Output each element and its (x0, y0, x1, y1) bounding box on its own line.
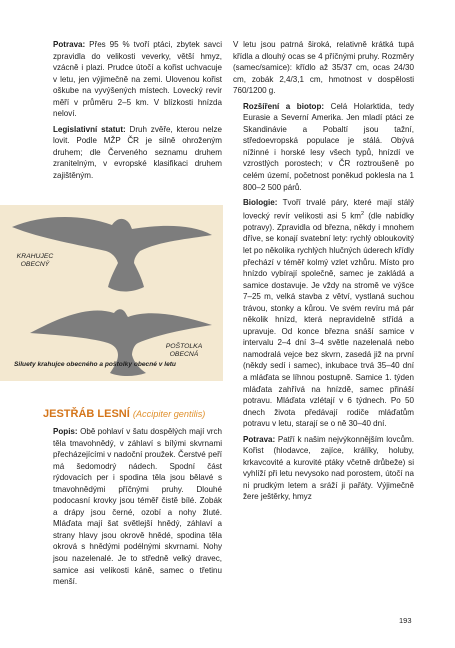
description-paragraph (43, 426, 222, 588)
left-column-bottom (43, 426, 222, 592)
food-paragraph (43, 39, 222, 120)
distribution-paragraph (233, 101, 414, 193)
superscript-two: 2 (360, 210, 365, 217)
biology-text-start: Tvoří trvalé páry, které mají stálý lovecký revír velikosti asi 5 km (243, 198, 414, 221)
food-text-right: Patří k našim nejvýkonnějším lovcům. Kořist (hlodavce, zajíce, králíky, holuby, krkavcovité a kurovité ptáky včetně drůbeže) si vyhlíží při letu nevysoko nad porostem, útočí na ni prudkým letem a sráží ji pařáty. Výjimečně žere ještěrky, hmyz (243, 434, 414, 502)
description-label: Popis: (53, 427, 78, 436)
biology-text-rest: (dle nabídky potravy). Zpravidla od března, někdy i mnohem dříve, se konají svatební lety: rychlý obloukovitý let po několika rychlých hlučných úderech křídly přechází v téměř kolmý vzlet vzhůru. Místo pro hnízdo vybírají společně, samec je zakládá a samice dostavuje. Je vždy na stromě ve výšce 7–25 m, velká stavba z větví, vystlaná suchou trávou, stonky a kůrou. Ve svém revíru má pár několik hnízd, která nepravidelně střídá a upravuje. Od konce března snáší samice v intervalu 2–4 dní 3–4 světle nazelenalá nebo namodralá vejce bez skvrn, zasedá již na první (někdy sedí i samec), inkubace trvá 35–40 dní a mláďata se líhnou postupně. Samice 1. týden mláďata zahřívá na hnízdě, samec přináší potravu. Mláďata vzlétají v 6 týdnech. Po 50 dnech života předávají rodiče mláďatům potravu v letu, starají se o ně 30–40 dní. (243, 211, 415, 429)
food-label-right: Potrava: (243, 434, 276, 444)
right-column (233, 39, 414, 507)
page-number: 193 (399, 616, 412, 625)
distribution-text: Celá Holarktida, tedy Eurasie a Severní Amerika. Jen mladí ptáci ze Skandinávie a Pobaltí jsou tažní, středoevropská populace je stálá. Obývá nížinné i horské lesy všech typů, hnízdí ve vzrostlých porostech; v ČR roztroušeně po celém území, početnost poněkud poklesla na 1 800–2 500 párů. (243, 101, 414, 192)
description-text: Obě pohlaví v šatu dospělých mají vrch těla tmavohnědý, v záhlaví s bílými skvrnami přecházejícími v nadoční proužek. Čerstvé peří má šedomodrý nádech. Spodní část rýdovacích per i spodina těla jsou bělavé s tmavohnědými příčnými pruhy. Dlouhé podocasní krovky jsou téměř čistě bílé. Zobák a drápy jsou černé, ozobí a nohy žluté. Mláďata mají šat světlejší hnědý, záhlaví a strany hlavy jsou okrově hnědé, spodina těla okrová s hnědými podélnými skvrnami. Nohy jsou nazelenalé. Je to středně velký dravec, samice asi velikosti káně, samec o třetinu menší. (53, 427, 222, 587)
flight-paragraph (233, 39, 414, 97)
species-name: JESTŘÁB LESNÍ (43, 408, 130, 420)
left-column-top (43, 39, 222, 186)
distribution-label: Rozšíření a biotop: (243, 101, 325, 111)
species-heading (43, 408, 233, 420)
biology-label: Biologie: (243, 198, 278, 208)
legal-paragraph (43, 124, 222, 182)
silhouette-figure (0, 205, 223, 381)
legal-text: Druh zvěře, kterou nelze lovit. Podle MŽP ČR je silně ohroženým druhem; dle Červeného seznamu druhem zranitelným, v evropské klasifikaci druhem zajištěným. (53, 124, 222, 181)
food-paragraph-right (233, 434, 414, 503)
figure-caption: Siluety krahujce obecného a poštolky obecné v letu (14, 361, 176, 368)
flight-text: V letu jsou patrná široká, relativně krátká tupá křídla a dlouhý ocas se 4 příčnými pruhy. Rozměry (samec/samice): křídlo až 35/37 cm, ocas 24/30 cm, zobák 2,4/3,1 cm, hmotnost v dospělosti 760/1200 g. (233, 40, 414, 96)
food-label: Potrava: (53, 40, 86, 49)
kestrel-label: POŠTOLKA OBECNÁ (165, 343, 203, 358)
species-latin-name: (Accipiter gentilis) (132, 409, 206, 419)
food-text: Přes 95 % tvoří ptáci, zbytek savci zpravidla do velikosti veverky, větší hmyz, vzácně i plazi. Prudce útočí a kořist uchvacuje v letu, jen výjimečně na zemi. Ulovenou kořist oškube na vyvýšených místech. Lovecký revír měří v průměru 2–5 km. V blízkosti hnízda neloví. (53, 40, 222, 119)
sparrowhawk-label: KRAHUJEC OBECNÝ (16, 253, 54, 268)
legal-label: Legislativní statut: (53, 124, 126, 134)
biology-paragraph (233, 197, 414, 430)
